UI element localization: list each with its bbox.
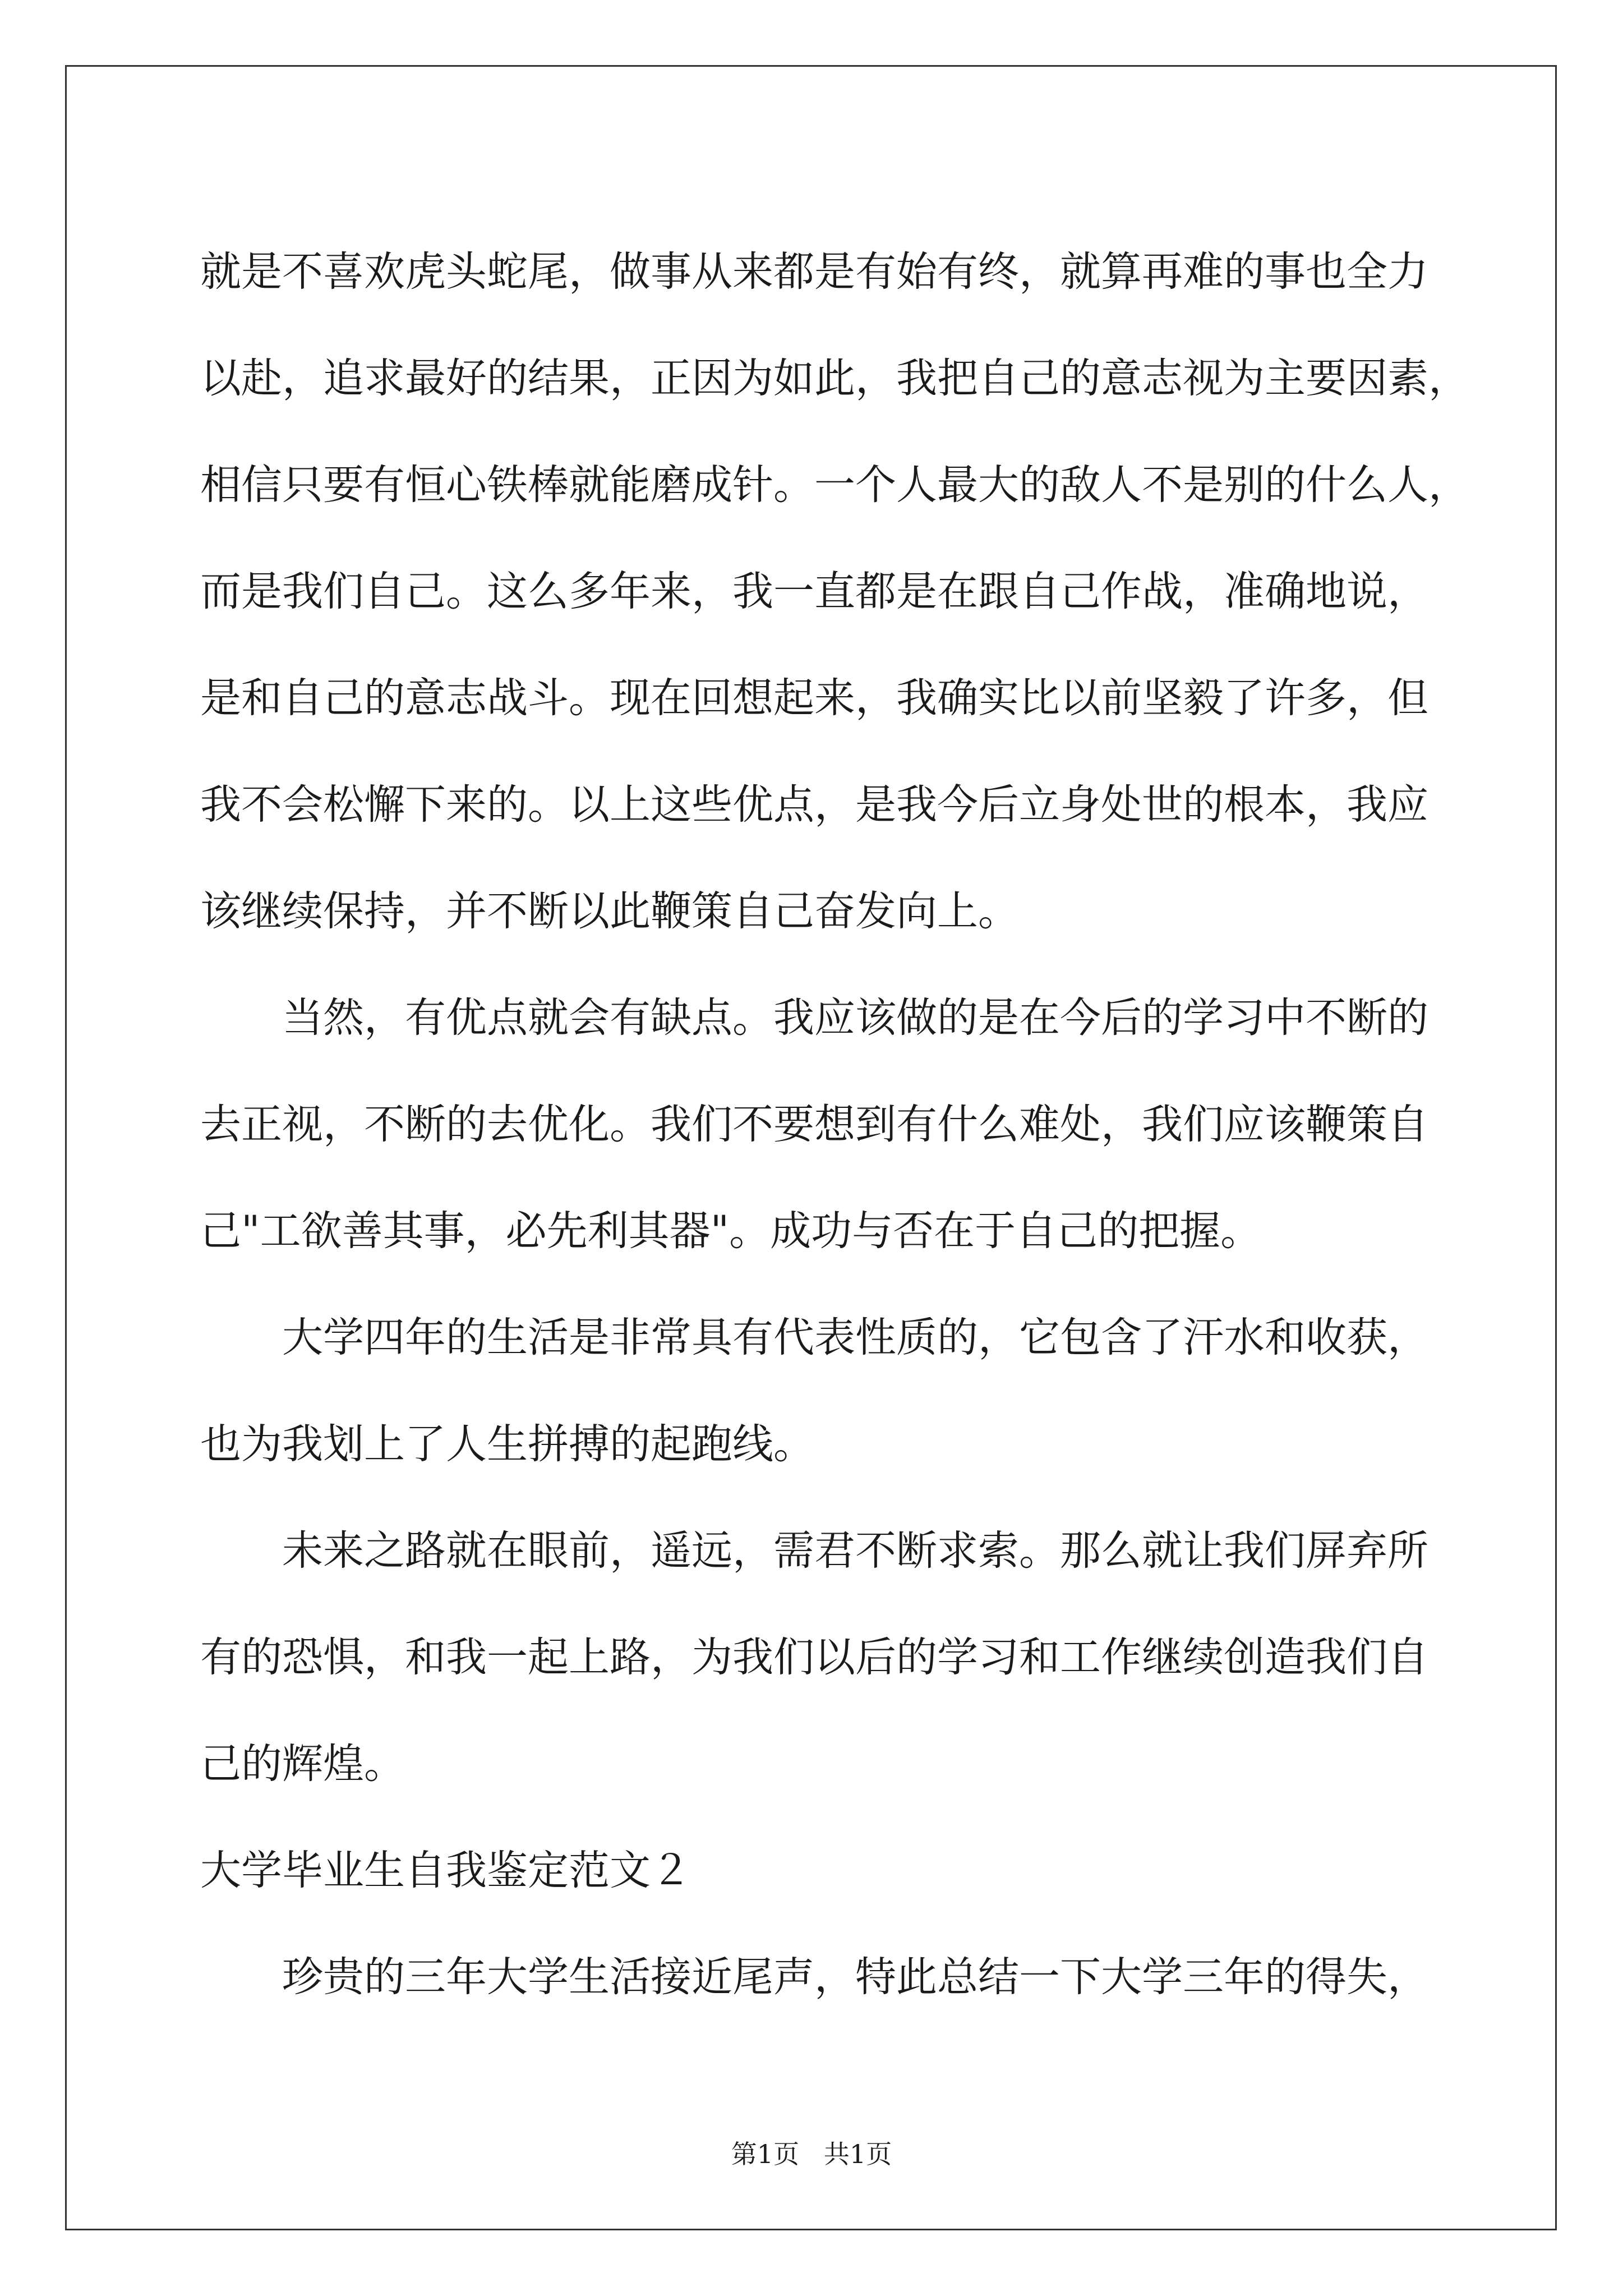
paragraph-start-line: 珍贵的三年大学生活接近尾声，特此总结一下大学三年的得失，	[282, 1953, 1428, 2001]
text-line: 是和自己的意志战斗。现在回想起来，我确实比以前坚毅了许多，但	[200, 674, 1428, 722]
paragraph-start-line: 当然，有优点就会有缺点。我应该做的是在今后的学习中不断的	[282, 994, 1428, 1042]
text-line: 有的恐惧，和我一起上路，为我们以后的学习和工作继续创造我们自	[200, 1634, 1428, 1681]
text-line: 以赴，追求最好的结果，正因为如此，我把自己的意志视为主要因素，	[200, 355, 1469, 402]
text-line: 就是不喜欢虎头蛇尾，做事从来都是有始有终，就算再难的事也全力	[200, 248, 1428, 296]
text-line: 相信只要有恒心铁棒就能磨成针。一个人最大的敌人不是别的什么人，	[200, 461, 1469, 509]
page-footer: 第1页 共1页	[731, 2139, 892, 2169]
text-line: 我不会松懈下来的。以上这些优点，是我今后立身处世的根本，我应	[200, 781, 1428, 829]
text-line: 该继续保持，并不断以此鞭策自己奋发向上。	[200, 887, 1019, 935]
text-line: 也为我划上了人生拼搏的起跑线。	[200, 1420, 814, 1468]
text-line: 己的辉煌。	[200, 1740, 405, 1788]
text-line: 己"工欲善其事，必先利其器"。成功与否在于自己的把握。	[200, 1207, 1262, 1255]
document-body	[200, 219, 1469, 2031]
paragraph-start-line: 未来之路就在眼前，遥远，需君不断求索。那么就让我们屏弃所	[282, 1527, 1428, 1575]
text-line: 而是我们自己。这么多年来，我一直都是在跟自己作战，准确地说，	[200, 568, 1428, 615]
text-line: 去正视，不断的去优化。我们不要想到有什么难处，我们应该鞭策自	[200, 1101, 1428, 1148]
paragraph-start-line: 大学四年的生活是非常具有代表性质的，它包含了汗水和收获，	[282, 1314, 1428, 1361]
section-heading: 大学毕业生自我鉴定范文２	[200, 1847, 691, 1894]
